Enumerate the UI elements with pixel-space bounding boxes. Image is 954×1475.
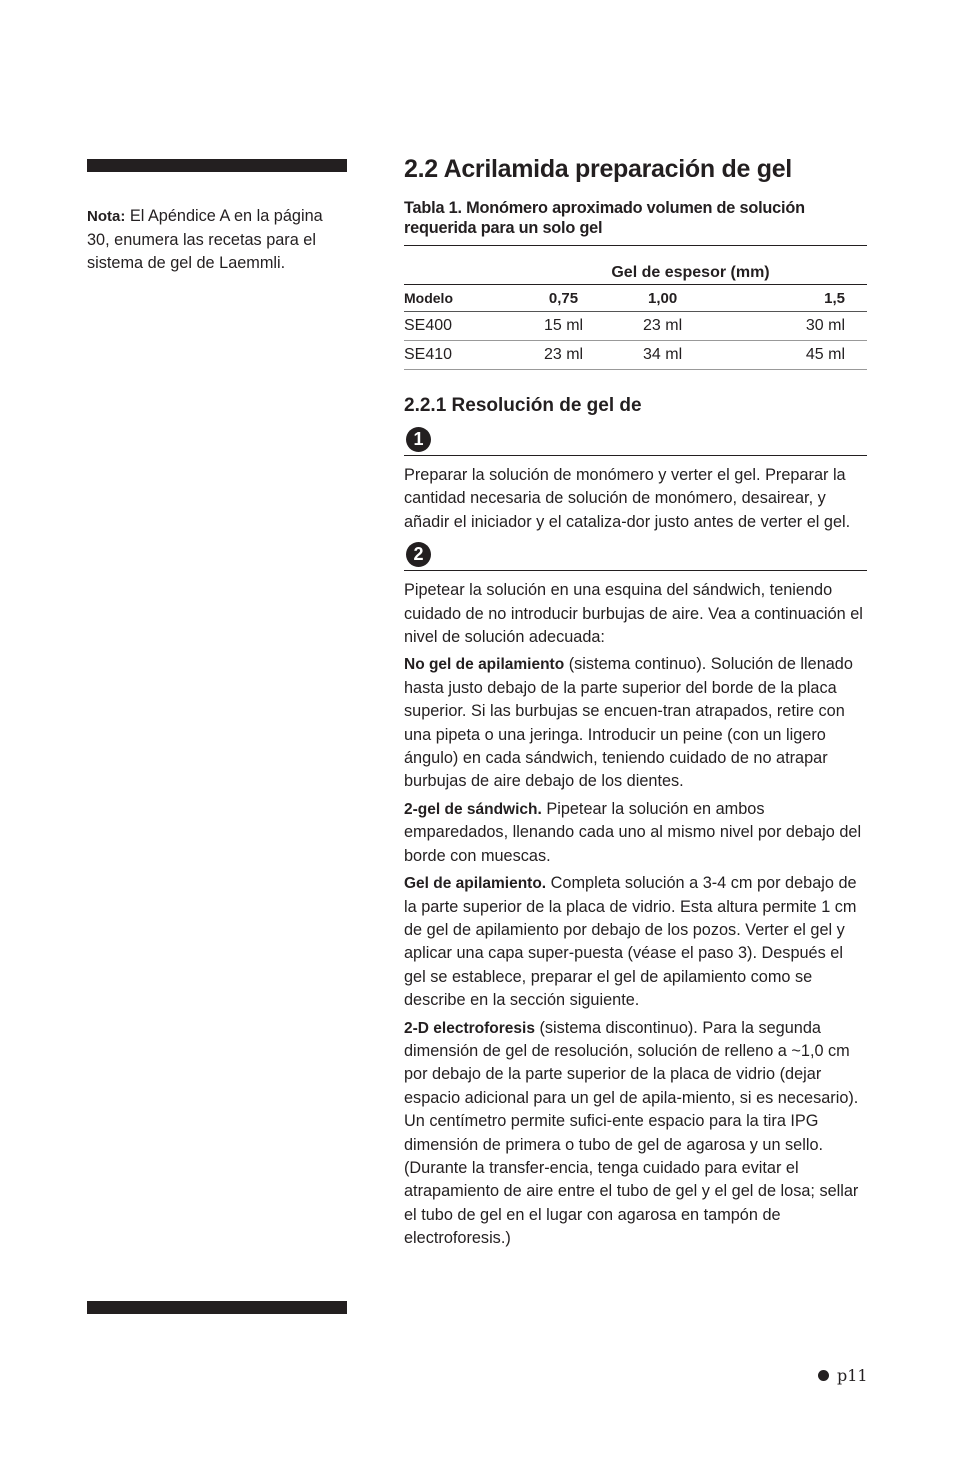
table-cell: 23 ml (514, 341, 613, 370)
paragraph-lead: No gel de apilamiento (404, 656, 565, 674)
step-2-paragraph (404, 872, 867, 1012)
table-cell: 45 ml (712, 341, 867, 370)
sidebar-bottom-rule (87, 1301, 347, 1314)
table-row (404, 341, 867, 370)
column-header: 1,5 (712, 285, 867, 312)
volume-table (404, 245, 867, 370)
paragraph-lead: 2-gel de sándwich. (404, 800, 542, 818)
table-cell: SE410 (404, 341, 514, 370)
table-caption: Tabla 1. Monómero aproximado volumen de solución requerida para un solo gel (404, 199, 805, 237)
page-number-text: p11 (837, 1366, 868, 1385)
paragraph-text: Pipetear la solución en ambos emparedados, llenando cada uno al mismo nivel por debajo del borde con muescas. (404, 799, 862, 865)
step-1-paragraph: Preparar la solución de monómero y verter el gel. Preparar la cantidad necesaria de solución de monómero, desairear, y añadir el iniciador y el cataliza-dor justo antes de verter el gel. (404, 466, 851, 531)
paragraph-text: Completa solución a 3-4 cm por debajo de la parte superior de la placa de vidrio. Esta altura permite 1 cm de gel de apilamiento por debajo de los pozos. Verter el gel y aplicar una capa super-puesta (véase el paso 3). Después el gel se establece, preparar el gel de apilamiento como se describe en la sección siguiente. (404, 874, 857, 1010)
note-label: Nota: (87, 208, 126, 225)
subsection-title: 2.2.1 Resolución de gel de (404, 395, 642, 416)
table-row (404, 312, 867, 341)
bullet-icon (818, 1370, 829, 1381)
table-group-header-row (404, 246, 867, 285)
step-1-header (404, 427, 867, 456)
sidebar-note (87, 205, 337, 276)
page-number (818, 1366, 868, 1385)
table-cell: 23 ml (613, 312, 712, 341)
table-header-row (404, 285, 867, 312)
step-2-paragraph (404, 798, 867, 868)
section-title: 2.2 Acrilamida preparación de gel (404, 155, 792, 183)
table-cell: 34 ml (613, 341, 712, 370)
table-cell: SE400 (404, 312, 514, 341)
paragraph-text: (sistema discontinuo). Para la segunda dimensión de gel de resolución, solución de relleno a ~1,0 cm por debajo de la parte superior de la placa de vidrio (dejar espacio adicional para un gel de apila-miento, si es necesario). Un centímetro permite sufici-ente espacio para la tira IPG dimensión de primera o tubo de gel de agarosa y un sello. (Durante la transfer-encia, tenga cuidado para evitar el atrapamiento de aire entre el tubo de gel y el gel de losa; sellar el tubo de gel en el lugar con agarosa en tampón de electroforesis.) (404, 1018, 859, 1248)
column-header: Modelo (404, 285, 514, 312)
step-number-badge: 1 (406, 427, 431, 452)
step-2-header (404, 542, 867, 571)
sidebar-top-rule (87, 159, 347, 172)
step-1 (404, 427, 867, 534)
table-cell: 15 ml (514, 312, 613, 341)
step-number-badge: 2 (406, 542, 431, 567)
group-header: Gel de espesor (mm) (514, 246, 867, 285)
column-header: 0,75 (514, 285, 613, 312)
note-text: El Apéndice A en la página 30, enumera las recetas para el sistema de gel de Laemmli. (87, 207, 323, 273)
paragraph-text: (sistema continuo). Solución de llenado hasta justo debajo de la parte superior del borde de la placa superior. Si las burbujas se encuen-tran atrapados, retire con una pipeta o una jeringa. Introducir un peine (con un ligero ángulo) en cada sándwich, teniendo cuidado de no atrapar burbujas de aire debajo de los dientes. (404, 655, 853, 791)
step-2-paragraph (404, 1017, 867, 1251)
table-cell: 30 ml (712, 312, 867, 341)
column-header: 1,00 (613, 285, 712, 312)
paragraph-lead: Gel de apilamiento. (404, 875, 547, 893)
paragraph-text: Pipetear la solución en una esquina del sándwich, teniendo cuidado de no introducir burbujas de aire. Vea a continuación el nivel de solución adecuada: (404, 581, 863, 647)
step-2-paragraph (404, 579, 867, 649)
paragraph-lead: 2-D electroforesis (404, 1019, 535, 1037)
main-content (404, 152, 867, 1251)
step-2 (404, 542, 867, 1250)
step-2-paragraph (404, 653, 867, 793)
